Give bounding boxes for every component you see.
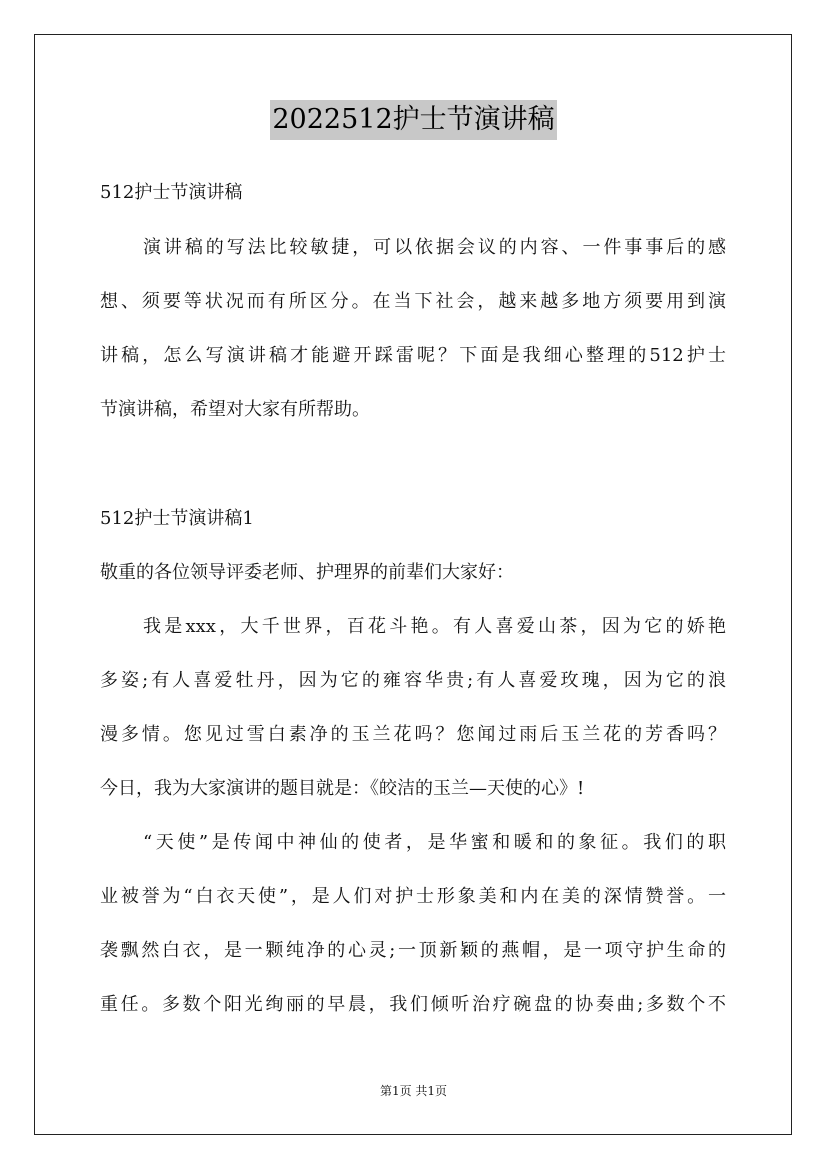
paragraph-line: “天使”是传闻中神仙的使者，是华蜜和暖和的象征。我们的职: [143, 832, 726, 853]
subtitle-line: 512护士节演讲稿: [100, 182, 243, 203]
paragraph-line: 今日，我为大家演讲的题目就是：《皎洁的玉兰—天使的心》!: [100, 778, 585, 799]
paragraph-line: 业被誉为“白衣天使”，是人们对护士形象美和内在美的深情赞誉。一: [100, 886, 726, 907]
paragraph-line: 多姿;有人喜爱牡丹，因为它的雍容华贵;有人喜爱玫瑰，因为它的浪: [100, 670, 726, 691]
section-heading: 512护士节演讲稿1: [100, 508, 254, 529]
paragraph-line: 重任。多数个阳光绚丽的早晨，我们倾听治疗碗盘的协奏曲;多数个不: [100, 994, 726, 1015]
paragraph-line: 我是xxx，大千世界，百花斗艳。有人喜爱山茶，因为它的娇艳: [143, 616, 726, 637]
paragraph-line: 漫多情。您见过雪白素净的玉兰花吗？您闻过雨后玉兰花的芳香吗？: [100, 724, 726, 745]
paragraph-line: 袭飘然白衣，是一颗纯净的心灵;一顶新颖的燕帽，是一项守护生命的: [100, 940, 726, 961]
paragraph-line: 演讲稿的写法比较敏捷，可以依据会议的内容、一件事事后的感: [143, 237, 726, 258]
paragraph-line: 想、须要等状况而有所区分。在当下社会，越来越多地方须要用到演: [100, 291, 726, 312]
title-container: [0, 100, 827, 140]
paragraph-line: 讲稿，怎么写演讲稿才能避开踩雷呢？下面是我细心整理的512护士: [100, 345, 726, 366]
paragraph-line: 节演讲稿，希望对大家有所帮助。: [100, 399, 370, 420]
document-title: 2022512护士节演讲稿: [270, 100, 556, 140]
greeting-line: 敬重的各位领导评委老师、护理界的前辈们大家好：: [100, 562, 514, 583]
page-footer: 第1页 共1页: [379, 1084, 448, 1098]
